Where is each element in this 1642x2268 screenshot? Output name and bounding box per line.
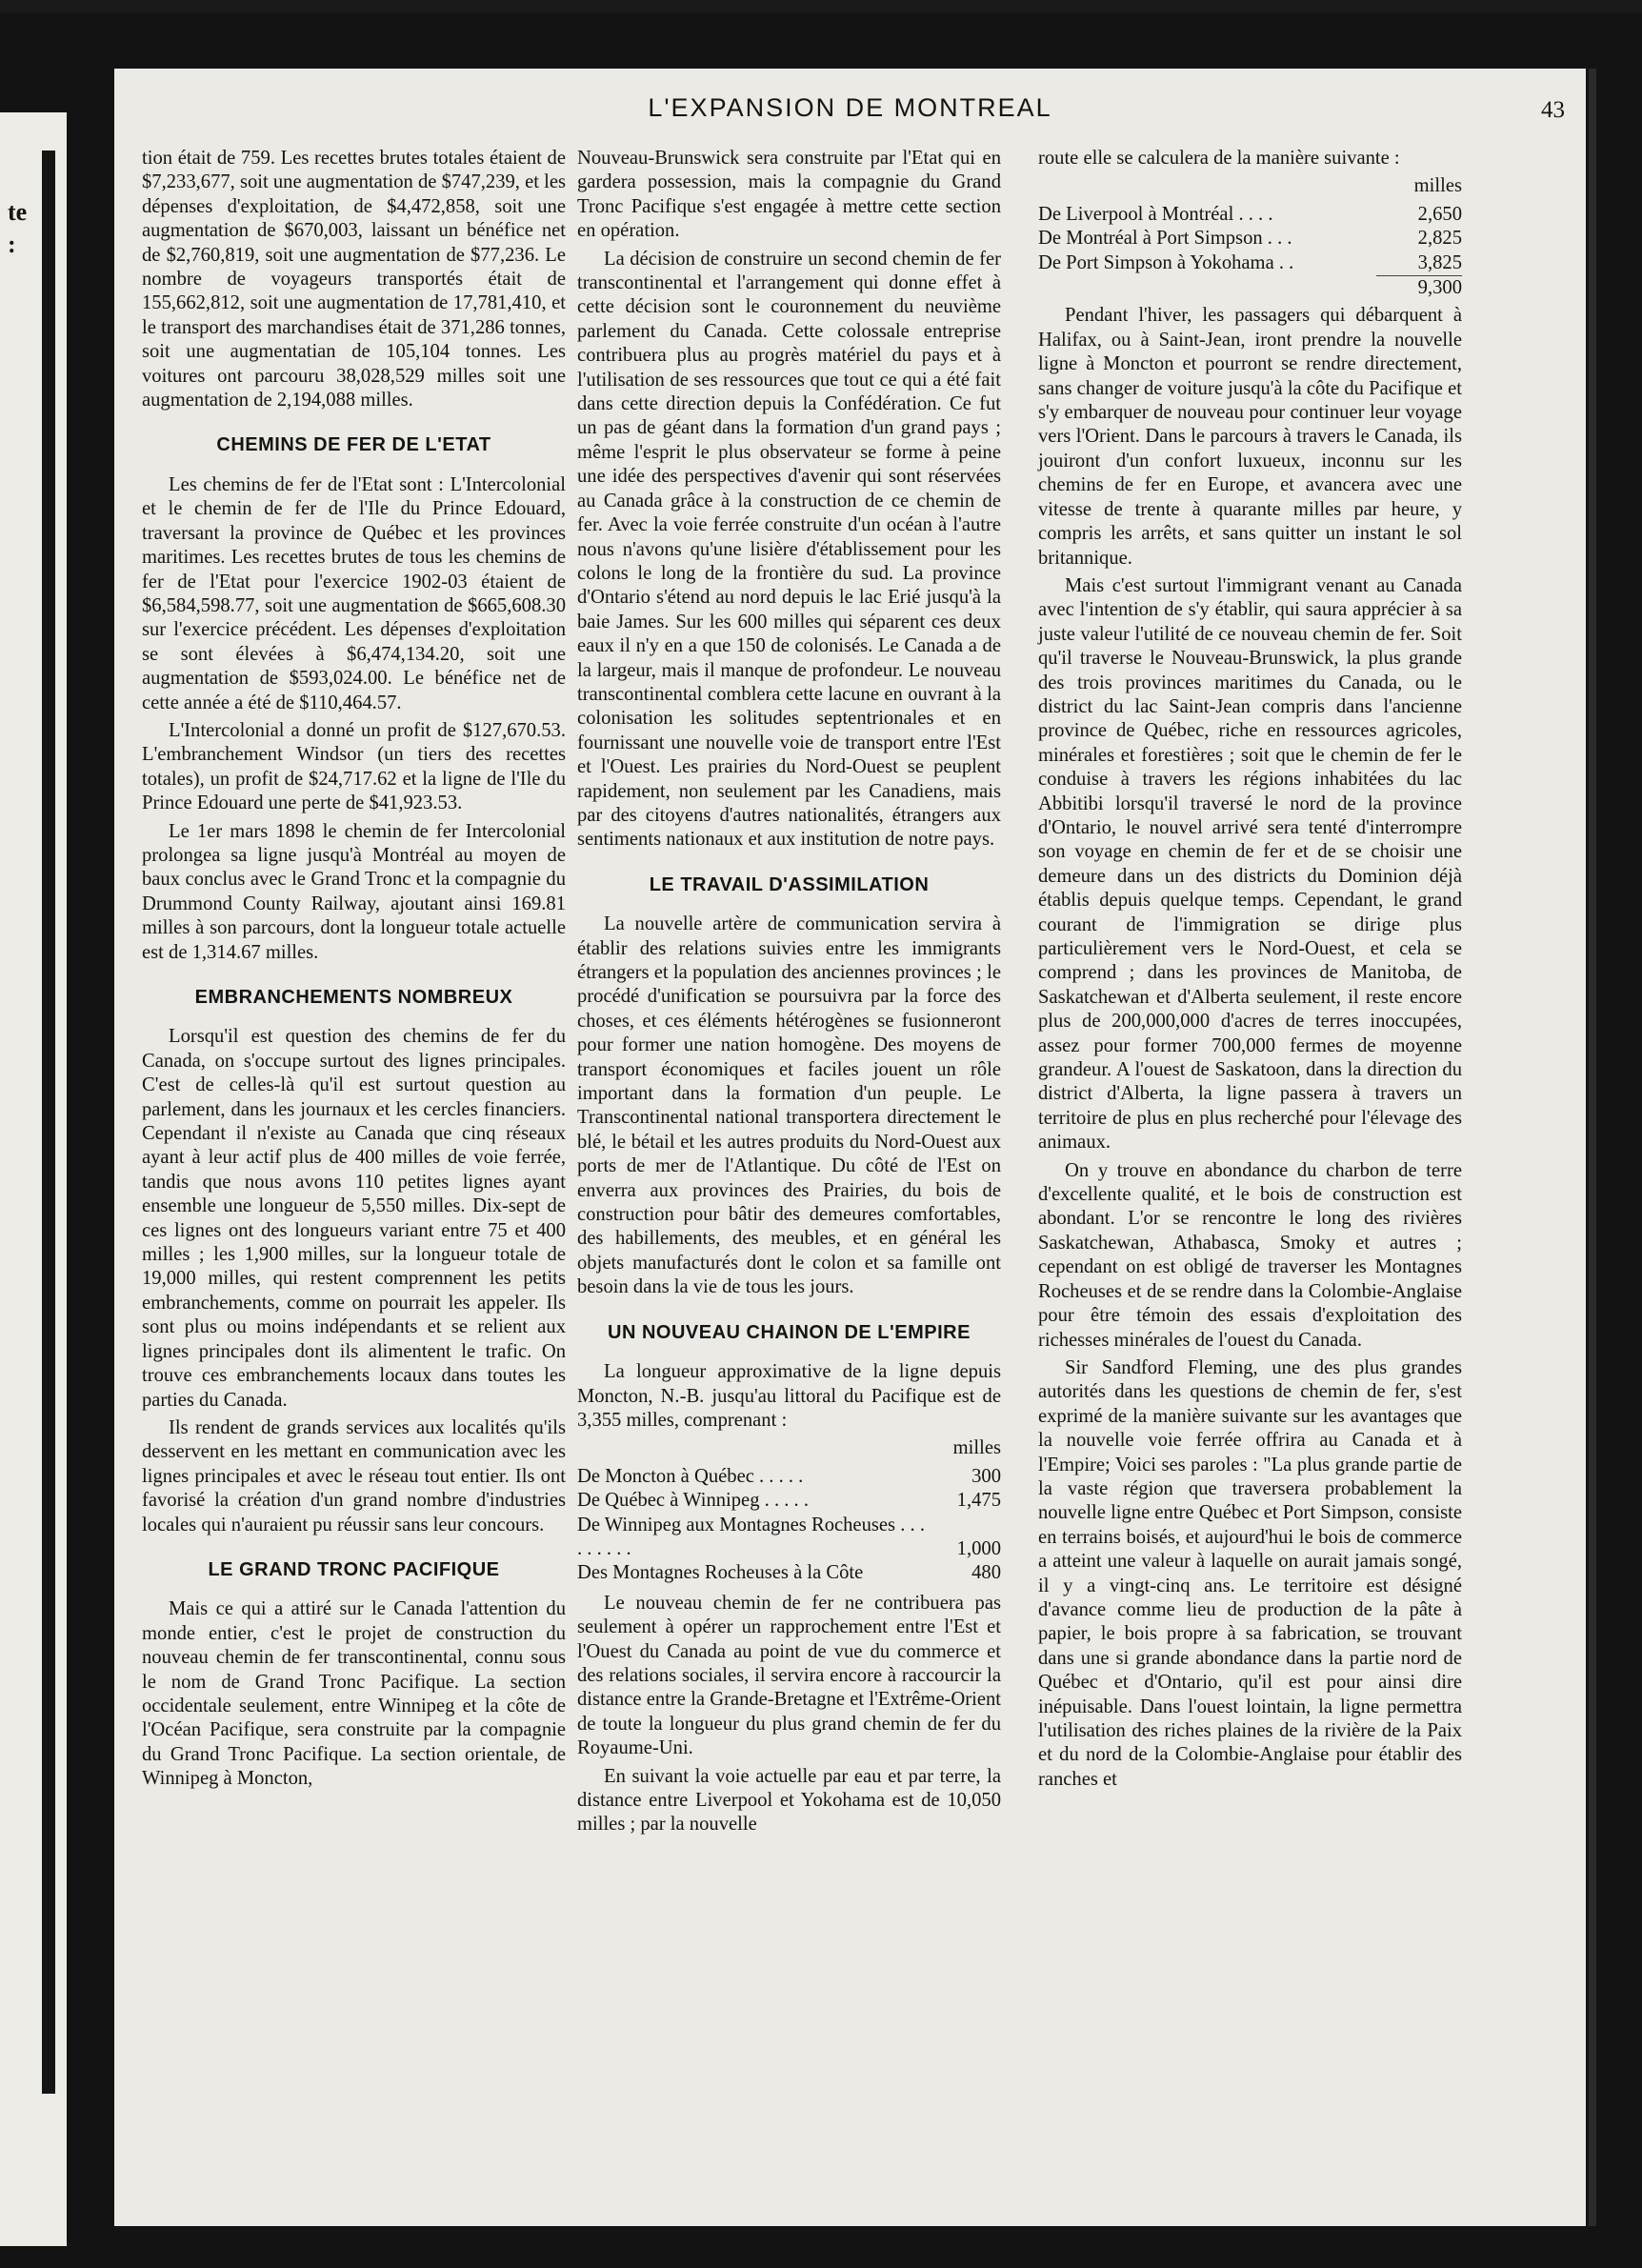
paragraph: Nouveau-Brunswick sera construite par l'Etat qui en gardera possession, mais la compagnie du Grand Tronc Pacifique s'est engagée à mettre cette section en opération. (577, 148, 1001, 242)
paragraph: La longueur approximative de la ligne depuis Moncton, N.-B. jusqu'au littoral du Pacifique est de 3,355 milles, comprenant : (577, 1361, 1001, 1431)
miles-cell: 300 (971, 1465, 1001, 1487)
paragraph: route elle se calculera de la manière suivante : (1038, 148, 1400, 169)
paragraph: L'Intercolonial a donné un profit de $127,670.53. L'embranchement Windsor (un tiers des recettes totales), un profit de $24,717.62 et la ligne de l'Ile du Prince Edouard une perte de $41,923.53. (142, 719, 566, 814)
page-edge-shadow (1589, 69, 1596, 2226)
paragraph: Le 1er mars 1898 le chemin de fer Intercolonial prolongea sa ligne jusqu'à Montréal au moyen de baux conclus avec le Grand Tronc et la compagnie du Drummond County Railway, ajoutant ainsi 169.81 milles à son parcours, dont la longueur totale actuelle est de 1,314.67 milles. (142, 820, 566, 963)
table-row (577, 1561, 1001, 1585)
miles-cell: 1,475 (956, 1490, 1001, 1512)
miles-cell: 1,000 (956, 1537, 1001, 1559)
section-heading: UN NOUVEAU CHAINON DE L'EMPIRE (608, 1321, 971, 1343)
miles-cell: 2,825 (1417, 228, 1462, 250)
paragraph: La nouvelle artère de communication servira à établir des relations suivies entre les immigrants étrangers et la population des anciennes provinces ; le procédé d'unification se poursuivra par la force des choses, et ces éléments hétérogènes se fusionneront pour former une nation homogène. Des moyens de transport économiques et faciles jouent un rôle important dans la formation d'un peuple. Le Transcontinental national transportera directement le blé, le bétail et les autres produits du Nord-Ouest aux ports de mer de l'Atlantique. Du côté de l'Est on enverra aux provinces des Prairies, du bois de construction pour bâtir des demeures comfortables, des habillements, des meubles, et en général les objets manufacturés dont le colon et sa famille ont besoin dans la vie de tous les jours. (577, 913, 1001, 1298)
paragraph: Mais ce qui a attiré sur le Canada l'attention du monde entier, c'est le projet de construction du nouveau chemin de fer transcontinental, connu sous le nom de Grand Tronc Pacifique. La section occidentale seulement, entre Winnipeg et la côte de l'Océan Pacifique, sera construite par la compagnie du Grand Tronc Pacifique. La section orientale, de Winnipeg à Moncton, (142, 1598, 566, 1790)
distance-unit-label: milles (1413, 175, 1462, 197)
route-cell: Des Montagnes Rocheuses à la Côte (577, 1562, 864, 1584)
miles-cell: 3,825 (1417, 251, 1462, 273)
scanner-top-edge (0, 0, 1642, 13)
paragraph: Pendant l'hiver, les passagers qui débarquent à Halifax, ou à Saint-Jean, iront prendre la nouvelle ligne à Moncton et pourront se rendre directement, sans changer de voiture jusqu'à la côte du Pacifique et s'y embarquer de nouveau pour continuer leur voyage vers l'Orient. Dans le parcours à travers le Canada, ils jouiront d'un confort luxueux, inconnu sur les chemins de fer en Europe, et avancera avec une vitesse de trente à quarante milles par heure, y compris les arrêts, et sans quitter un instant le sol britannique. (1038, 305, 1462, 569)
table-row (1038, 227, 1462, 251)
distance-table (1038, 203, 1462, 275)
previous-page-fragment (0, 112, 67, 2246)
distance-unit-label: milles (952, 1437, 1001, 1459)
route-cell: De Winnipeg aux Montagnes Rocheuses . . . . . . . . . (577, 1514, 925, 1559)
running-title: L'EXPANSION DE MONTREAL (648, 93, 1052, 122)
table-row (1038, 203, 1462, 227)
paragraph: Ils rendent de grands services aux localités qu'ils desservent en les mettant en communication avec les lignes principales et avec le réseau tout entier. Ils ont favorisé la création d'un grand nombre d'industries locales qui n'auraient pu réussir sans leur concours. (142, 1416, 566, 1535)
distance-total: 9,300 (1417, 277, 1462, 299)
route-cell: De Moncton à Québec . . . . . (577, 1465, 804, 1487)
table-row (577, 1489, 1001, 1513)
miles-cell: 2,650 (1417, 203, 1462, 225)
section-heading: CHEMINS DE FER DE L'ETAT (216, 434, 491, 456)
miles-cell: 480 (971, 1562, 1001, 1584)
route-cell: De Port Simpson à Yokohama . . (1038, 251, 1294, 273)
route-cell: De Montréal à Port Simpson . . . (1038, 228, 1292, 250)
paragraph: Mais c'est surtout l'immigrant venant au Canada avec l'intention de s'y établir, qui saura apprécier à sa juste valeur l'utilité de ce nouveau chemin de fer. Soit qu'il traverse le Nouveau-Brunswick, la plus grande des trois provinces maritimes du Canada, ou le district du lac Saint-Jean compris dans l'ancienne province de Québec, riche en ressources agricoles, minérales et forestières ; soit que le chemin de fer le conduise à travers les régions inhabitées du lac Abbitibi lorsqu'il traversé le nord de la province d'Ontario, le nouvel arrivé sera tenté d'interrompre son voyage en chemin de fer et de se choisir une demeure dans un des districts du Dominion déjà établis depuis quelque temps. Cependant, le grand courant de l'immigration se dirige plus particulièrement vers le Nord-Ouest, et cela se comprend ; dans les provinces de Manitoba, de Saskatchewan et d'Alberta seulement, il reste encore plus de 200,000,000 d'acres de terres inoccupées, assez pour former 700,000 fermes de moyenne grandeur. A l'ouest de Saskatoon, dans la direction du district d'Alberta, la ligne passera à travers un territoire de plus en plus recherché pour l'élevage des animaux. (1038, 574, 1462, 1154)
fragment-glyph: : (8, 231, 16, 258)
paragraph: Sir Sandford Fleming, une des plus grandes autorités dans les questions de chemin de fer, s'est exprimé de la manière suivante sur les avantages que la nouvelle voie ferrée offrira au Canada et à l'Empire; Voici ses paroles : "La plus grande partie de la vaste région que traversera probablement la nouvelle ligne entre Québec et Port Simpson, consiste en terrains boisés, et aujourd'hui le bois de commerce a atteint une valeur à laquelle on aurait jamais songé, il y a vingt-cinq ans. Le territoire est désigné d'avance comme lieu de production de la pâte à papier, le bois propre à sa fabrication, se trouvant dans une si grande abondance dans la partie nord de Québec et d'Ontario, qu'il est pour ainsi dire inépuisable. Dans l'ouest lointain, la ligne permettra l'utilisation des riches plaines de la rivière de la Paix et du nord de la Colombie-Anglaise pour établir des ranches et (1038, 1356, 1462, 1790)
paragraph: On y trouve en abondance du charbon de terre d'excellente qualité, et le bois de construction est abondant. L'or se rencontre le long des rivières Saskatchewan, Athabasca, Smoky et autres ; cependant on est obligé de traverser les Montagnes Rocheuses et de se rendre dans la Colombie-Anglaise pour être témoin des essais d'exploitation des richesses minérales de l'ouest du Canada. (1038, 1159, 1462, 1351)
paragraph: La décision de construire un second chemin de fer transcontinental et l'arrangement qui donne effet à cette décision sont le couronnement du neuvième parlement du Canada. Cette colossale entreprise contribuera plus au progrès matériel du pays et à l'utilisation de ses ressources que tout ce qui a été fait dans cette direction depuis la Confédération. Ce fut un pas de géant dans la formation d'un grand pays ; même l'esprit le plus observateur se forme à peine une idée des perspectives d'avenir qui sont réservées au Canada grâce à la construction de ce chemin de fer. Avec la voie ferrée construite d'un océan à l'autre nous n'avons qu'une lisière d'établissement pour les colons le long de la frontière du sud. La province d'Ontario s'étend au nord depuis le lac Erié jusqu'à la baie James. Sur les 600 milles qui séparent ces deux eaux il n'y en a que 150 de colonisés. Le Canada a de la largeur, mais il manque de profondeur. Le nouveau transcontinental comblera cette lacune en ouvrant à la colonisation les solitudes septentrionales et en fournissant une nouvelle voie de transport entre l'Est et l'Ouest. Les prairies du Nord-Ouest se peuplent rapidement, non seulement par les Canadiens, mais par des citoyens d'autres nationalités, étrangers aux sentiments nationaux et aux institution de notre pays. (577, 248, 1001, 851)
paragraph: Lorsqu'il est question des chemins de fer du Canada, on s'occupe surtout des lignes principales. C'est de celles-là qu'il est surtout question au parlement, dans les journaux et les cercles financiers. Cependant il n'existe au Canada que cinq réseaux ayant à leur actif plus de 400 milles de voie ferrée, tandis que nous avons 110 petites lignes ayant ensemble une longueur de 5,550 milles. Dix-sept de ces lignes ont des longueurs variant entre 75 et 400 milles ; les 1,900 milles, sur la longueur totale de 19,000 milles, qui restent comprennent les petits embranchements, comme on pourrait les appeler. Ils sont plus ou moins indépendants et se relient aux lignes principales dont ils alimentent le trafic. On trouve ces embranchements locaux dans toutes les parties du Canada. (142, 1026, 566, 1411)
column-2 (577, 147, 1001, 1841)
fragment-glyph: te (8, 198, 28, 226)
table-row (577, 1465, 1001, 1489)
route-cell: De Liverpool à Montréal . . . . (1038, 203, 1273, 225)
table-row (577, 1514, 1001, 1562)
column-1 (142, 147, 566, 1796)
previous-page-text-strip (6, 151, 55, 2094)
section-heading: LE TRAVAIL D'ASSIMILATION (649, 873, 930, 895)
section-heading: LE GRAND TRONC PACIFIQUE (208, 1558, 500, 1580)
route-cell: De Québec à Winnipeg . . . . . (577, 1490, 809, 1512)
paragraph: En suivant la voie actuelle par eau et par terre, la distance entre Liverpool et Yokohama est de 10,050 milles ; par la nouvelle (577, 1765, 1001, 1836)
paragraph: tion était de 759. Les recettes brutes totales étaient de $7,233,677, soit une augmentation de $747,239, et les dépenses d'exploitation, de $4,472,858, soit une augmentation de $670,003, laissant un bénéfice net de $2,760,819, soit une augmentation de $77,236. Le nombre de voyageurs transportés était de 155,662,812, soit une augmentation de 17,781,410, et le transport des marchandises était de 371,286 tonnes, soit une augmentatian de 105,104 tonnes. Les voitures ont parcouru 38,028,529 milles soit une augmentation de 2,194,088 milles. (142, 148, 566, 411)
section-heading: EMBRANCHEMENTS NOMBREUX (194, 987, 513, 1008)
magazine-page (114, 69, 1586, 2226)
table-row (1038, 251, 1462, 275)
column-3 (1038, 147, 1462, 1796)
paragraph: Le nouveau chemin de fer ne contribuera pas seulement à opérer un rapprochement entre l'Est et l'Ouest du Canada au point de vue du commerce et des relations sociales, il servira encore à raccourcir la distance entre la Grande-Bretagne et l'Extrême-Orient de toute la longueur du plus grand chemin de fer du Royaume-Uni. (577, 1592, 1001, 1759)
distance-table (577, 1465, 1001, 1586)
paragraph: Les chemins de fer de l'Etat sont : L'Intercolonial et le chemin de fer de l'Ile du Prince Edouard, traversant la province de Québec et les provinces maritimes. Les recettes brutes de tous les chemins de fer de l'Etat pour l'exercice 1902-03 étaient de $6,584,598.77, soit une augmentation de $665,608.30 sur l'exercice précédent. Les dépenses d'exploitation se sont élevées à $6,474,134.20, soit une augmentation de $593,024.00. Le bénéfice net de cette année a été de $110,464.57. (142, 473, 566, 713)
page-number: 43 (1541, 97, 1565, 123)
